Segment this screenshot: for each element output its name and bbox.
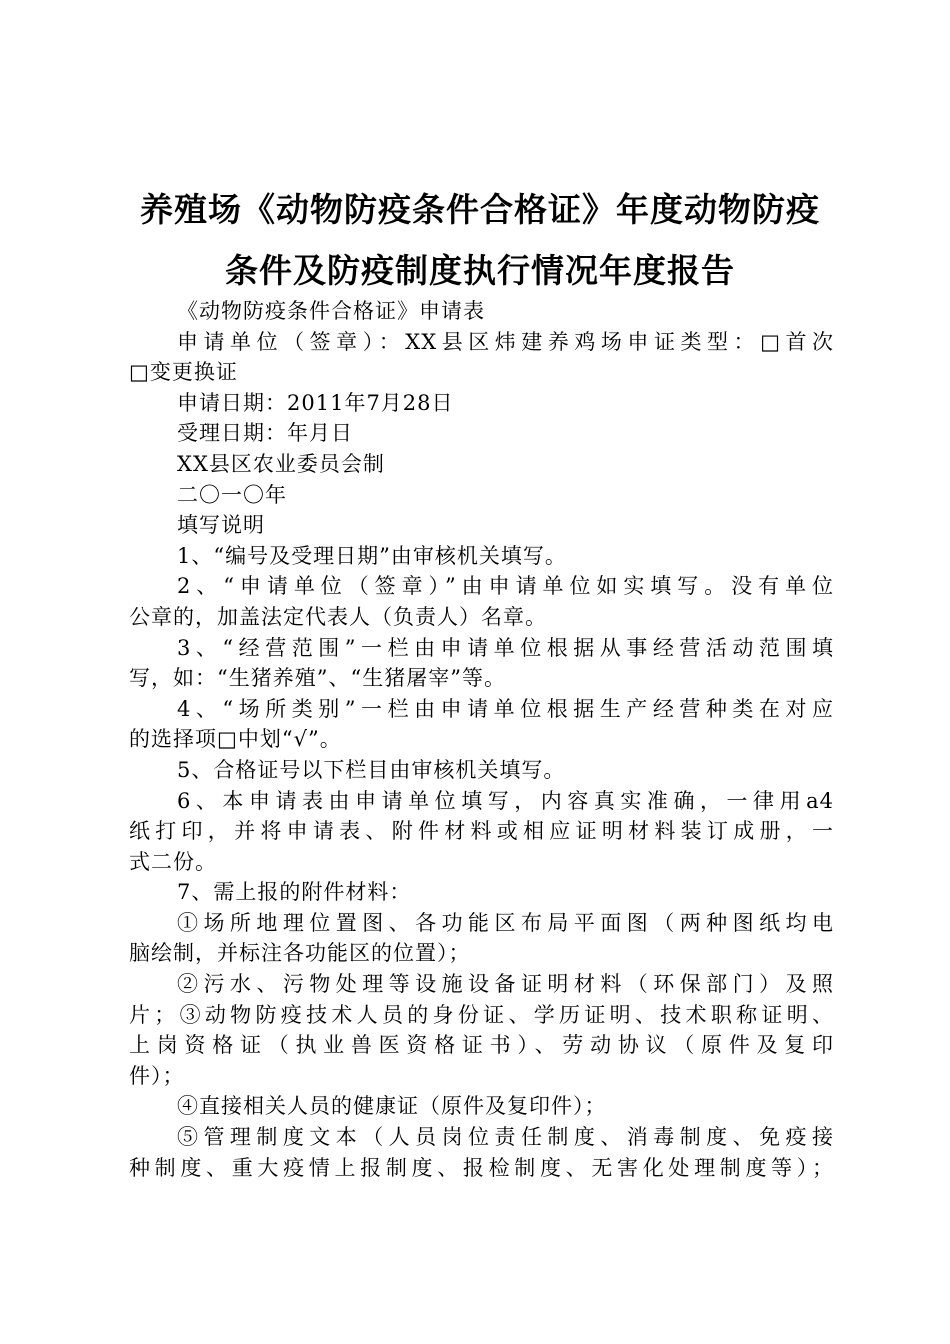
body-text-line: ①场所地理位置图、各功能区布局平面图（两种图纸均电 <box>177 910 834 935</box>
body-text-line: 件）； <box>129 1063 185 1088</box>
body-text-line: 二〇一〇年 <box>177 482 287 507</box>
body-text-line: ②污水、污物处理等设施设备证明材料（环保部门）及照 <box>177 972 834 997</box>
body-text-line: 1、“编号及受理日期”由审核机关填写。 <box>177 543 567 568</box>
body-text-line: 3、“经营范围”一栏由申请单位根据从事经营活动范围填 <box>177 635 834 660</box>
body-text-line: 4、“场所类别”一栏由申请单位根据生产经营种类在对应 <box>177 696 834 721</box>
body-text-line: 填写说明 <box>177 513 265 538</box>
body-text-line: 的选择项□中划“√”。 <box>129 727 342 752</box>
body-text-line: 公章的，加盖法定代表人（负责人）名章。 <box>129 604 547 629</box>
body-text-line: 纸打印，并将申请表、附件材料或相应证明材料装订成册，一 <box>129 819 834 844</box>
document-body <box>129 296 834 1183</box>
body-text-line: 式二份。 <box>129 849 217 874</box>
body-text-line: 受理日期：年月日 <box>177 421 353 446</box>
body-text-line: ⑤管理制度文本（人员岗位责任制度、消毒制度、免疫接 <box>177 1125 834 1150</box>
body-text-line: □变更换证 <box>129 360 238 385</box>
document-title-line-1: 养殖场《动物防疫条件合格证》年度动物防疫 <box>140 190 820 229</box>
document-title-line-2: 条件及防疫制度执行情况年度报告 <box>225 251 735 290</box>
body-text-line: 申请日期：2011年7月28日 <box>177 390 454 415</box>
body-text-line: ④直接相关人员的健康证（原件及复印件）； <box>177 1094 607 1119</box>
body-text-line: 种制度、重大疫情上报制度、报检制度、无害化处理制度等）； <box>129 1155 834 1180</box>
body-text-line: 写，如：“生猪养殖”、“生猪屠宰”等。 <box>129 666 506 691</box>
body-text-line: 上岗资格证（执业兽医资格证书）、劳动协议（原件及复印 <box>129 1033 834 1058</box>
body-text-line: 7、需上报的附件材料： <box>177 880 412 905</box>
body-text-line: 5、合格证号以下栏目由审核机关填写。 <box>177 757 566 782</box>
body-text-line: 片；③动物防疫技术人员的身份证、学历证明、技术职称证明、 <box>129 1002 834 1027</box>
body-text-line: 6、本申请表由申请单位填写，内容真实准确，一律用a4 <box>177 788 834 813</box>
body-text-line: 《动物防疫条件合格证》申请表 <box>177 299 485 323</box>
body-text-line: XX县区农业委员会制 <box>177 451 385 476</box>
body-text-line: 2、“申请单位（签章）”由申请单位如实填写。没有单位 <box>177 574 834 599</box>
body-text-line: 申请单位（签章）：XX县区炜建养鸡场申证类型：□首次 <box>177 329 834 354</box>
body-text-line: 脑绘制，并标注各功能区的位置）； <box>129 941 471 966</box>
